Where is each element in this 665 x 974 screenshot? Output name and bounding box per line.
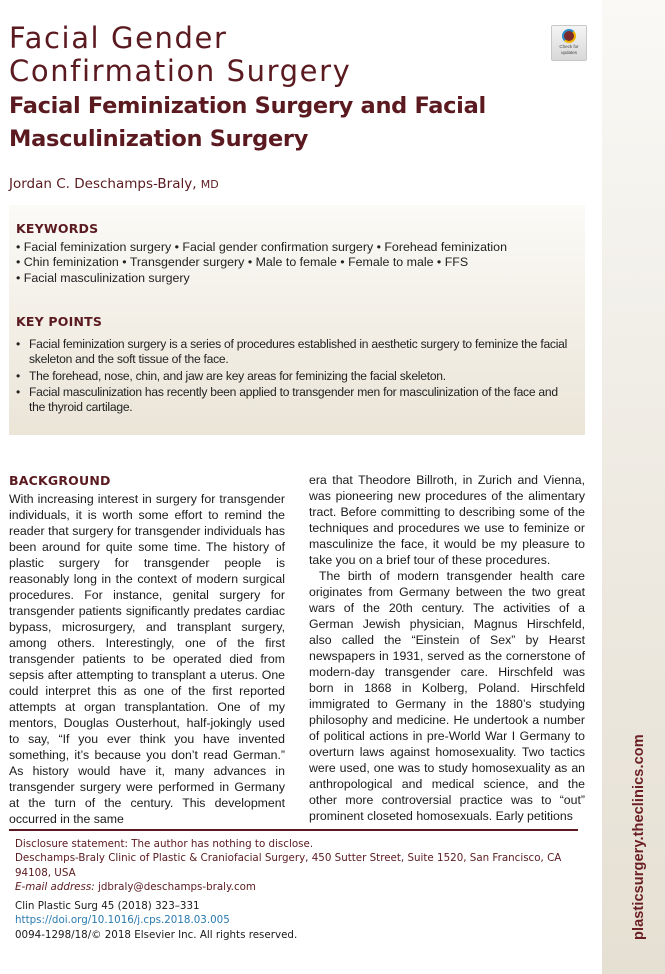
key-points-list xyxy=(16,337,576,416)
email-label: E-mail address: xyxy=(15,881,95,894)
article-title-line-2: Confirmation Surgery xyxy=(9,54,352,88)
article-title xyxy=(9,22,351,88)
badge-label-2: updates xyxy=(560,50,577,55)
footer-divider xyxy=(9,829,578,831)
author-degree: MD xyxy=(200,178,219,191)
background-heading: BACKGROUND xyxy=(9,473,111,488)
copyright: 0094-1298/18/© 2018 Elsevier Inc. All rights reserved. xyxy=(15,928,298,941)
author-line xyxy=(9,176,219,192)
crossmark-icon xyxy=(562,29,576,43)
keywords-line: • Facial masculinization surgery xyxy=(16,270,190,285)
email-line xyxy=(15,880,580,894)
citation-block xyxy=(15,899,297,942)
doi-link[interactable]: https://doi.org/10.1016/j.cps.2018.03.005 xyxy=(15,914,230,927)
journal-citation: Clin Plastic Surg 45 (2018) 323–331 xyxy=(15,900,200,912)
background-column-2 xyxy=(309,472,585,824)
background-column-1: With increasing interest in surgery for transgender individuals, it is worth some effort to remind the reader that surgery for transgender individuals has been around for quite some time. The history of plastic surgery for transgender people is reasonably long in the context of modern surgical procedures. For instance, genital surgery for transgender patients significantly predates cardiac bypass, microsurgery, and transplant surgery, among others. Interestingly, one of the first transgender patients to be operated died from sepsis after attempting to transplant a uterus. One could interpret this as one of the first reported attempts at organ transplantation. One of my mentors, Douglas Ousterhout, half-jokingly used to say, “If you ever think you have invented something, it’s because you don’t read German.” As history would have it, many advances in transgender surgery were performed in Germany at the turn of the century. This development occurred in the same xyxy=(9,492,285,826)
key-point-item: • The forehead, nose, chin, and jaw are key areas for feminizing the facial skeleton. xyxy=(16,369,576,384)
keywords-line: • Facial feminization surgery • Facial gender confirmation surgery • Forehead feminization xyxy=(16,240,507,254)
keywords-line: • Chin feminization • Transgender surgery • Male to female • Female to male • FFS xyxy=(16,255,469,270)
key-point-item: • Facial masculinization has recently been applied to transgender men for masculinization of the face and the thyroid cartilage. xyxy=(16,385,576,416)
keywords-list xyxy=(16,240,507,286)
background-paragraph: era that Theodore Billroth, in Zurich and Vienna, was pioneering new procedures of the alimentary tract. Before committing to describing some of the techniques and procedures we use to feminize or masculinize the face, it would be my pleasure to take you on a brief tour of these procedures. xyxy=(309,473,585,567)
key-points-heading: KEY POINTS xyxy=(16,314,103,329)
badge-label-1: Check for xyxy=(559,44,579,49)
background-paragraph: The birth of modern transgender health care originates from Germany between the two great wars of the 20th century. The activities of a German Jewish physician, Magnus Hirschfeld, also called the “Einstein of Sex” by Hearst newspapers in 1931, served as the cornerstone of modern-day transgender care. Hirschfeld was born in 1868 in Kolberg, Poland. Hirschfeld immigrated to Germany in the 1880’s studying philosophy and medicine. He undertook a number of political actions in pre-World War I Germany to overturn laws against homosexuality. Two tactics were used, one was to study homosexuality as an anthropological and medical science, and the other more controversial practice was to “out” prominent closeted homosexuals. Early petitions xyxy=(309,569,585,823)
journal-url[interactable]: plasticsurgery.theclinics.com xyxy=(631,734,647,940)
author-name: Jordan C. Deschamps-Braly, xyxy=(9,176,197,192)
disclosure-statement: Disclosure statement: The author has nothing to disclose. xyxy=(15,838,314,850)
key-point-item: • Facial feminization surgery is a series of procedures established in aesthetic surgery to feminize the facial skeleton and the soft tissue of the face. xyxy=(16,337,576,368)
article-subtitle: Facial Feminization Surgery and Facial Masculinization Surgery xyxy=(9,93,486,152)
check-for-updates-button[interactable] xyxy=(551,25,587,61)
article-title-line-1: Facial Gender xyxy=(9,21,228,55)
footnotes xyxy=(15,837,580,895)
keywords-heading: KEYWORDS xyxy=(16,221,99,236)
affiliation: Deschamps-Braly Clinic of Plastic & Craniofacial Surgery, 450 Sutter Street, Suite 1520, San Francisco, CA 94108, USA xyxy=(15,852,562,879)
email-address[interactable]: jdbraly@deschamps-braly.com xyxy=(98,881,256,894)
